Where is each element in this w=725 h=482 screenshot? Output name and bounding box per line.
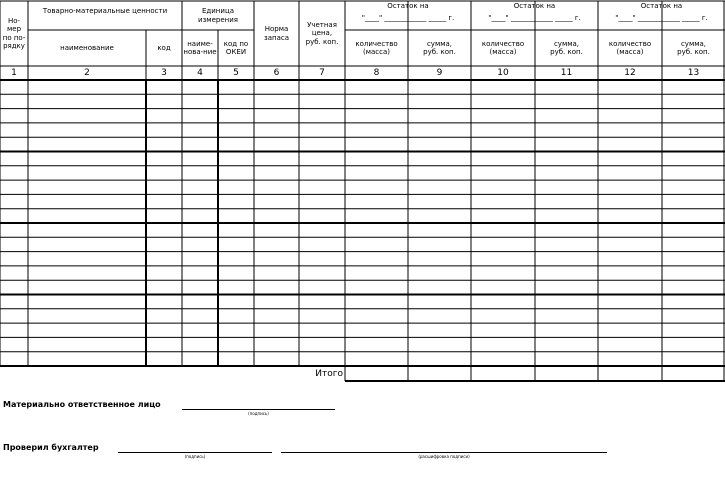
total-label: Итого <box>315 369 343 379</box>
column-number-13: 13 <box>687 67 700 78</box>
column-number-6: 6 <box>273 67 280 78</box>
header-col-number: Но- мер по по- рядку <box>2 16 26 50</box>
column-number-8: 8 <box>373 67 380 78</box>
column-number-10: 10 <box>497 67 509 78</box>
header-col-qty-3: количество (масса) <box>608 39 652 56</box>
header-balance-date-1: "____" ____________ _____ г. <box>361 13 455 22</box>
header-col-sum-1: сумма, руб. коп. <box>423 39 456 56</box>
header-balance-date-3: "____" ____________ _____ г. <box>615 13 708 22</box>
header-col-sum-2: сумма, руб. коп. <box>550 39 583 56</box>
accountant-decode-line <box>281 452 607 453</box>
header-col-price: Учетная цена, руб. коп. <box>305 20 339 46</box>
header-balance-title-3: Остаток на <box>640 1 683 10</box>
accountant-signature-line <box>118 452 272 453</box>
column-number-2: 2 <box>84 67 90 78</box>
header-col-code: код <box>157 43 171 52</box>
header-col-sum-3: сумма, руб. коп. <box>677 39 710 56</box>
header-goods-group: Товарно-материальные ценности <box>42 7 168 16</box>
accountant-signature-caption: (подпись) <box>184 454 206 459</box>
column-number-12: 12 <box>624 67 636 78</box>
header-col-okei: код по ОКЕИ <box>223 39 249 56</box>
header-balance-title-2: Остаток на <box>513 1 556 10</box>
column-number-9: 9 <box>436 67 443 78</box>
header-balance-title-1: Остаток на <box>387 1 429 10</box>
responsible-signature-line <box>182 409 335 410</box>
header-col-norm: Норма запаса <box>263 25 290 42</box>
column-number-5: 5 <box>233 67 239 78</box>
column-number-7: 7 <box>319 67 325 78</box>
header-unit-group: Единица измерения <box>198 7 238 24</box>
responsible-signature-caption: (подпись) <box>248 411 269 416</box>
header-balance-date-2: "____" ____________ _____ г. <box>488 13 581 22</box>
column-number-4: 4 <box>197 67 203 78</box>
header-col-qty-2: количество (масса) <box>481 39 525 56</box>
responsible-person-label: Материально ответственное лицо <box>3 400 161 409</box>
header-col-qty-1: количество (масса) <box>355 39 398 56</box>
header-col-name: наименование <box>60 43 114 52</box>
header-col-unit-name: наиме- нова-ние <box>183 39 217 56</box>
column-number-1: 1 <box>11 67 17 78</box>
column-number-11: 11 <box>560 67 573 78</box>
checked-accountant-label: Проверил бухгалтер <box>3 443 99 452</box>
column-number-3: 3 <box>161 67 167 78</box>
accountant-decode-caption: (расшифровка подписи) <box>418 454 470 459</box>
